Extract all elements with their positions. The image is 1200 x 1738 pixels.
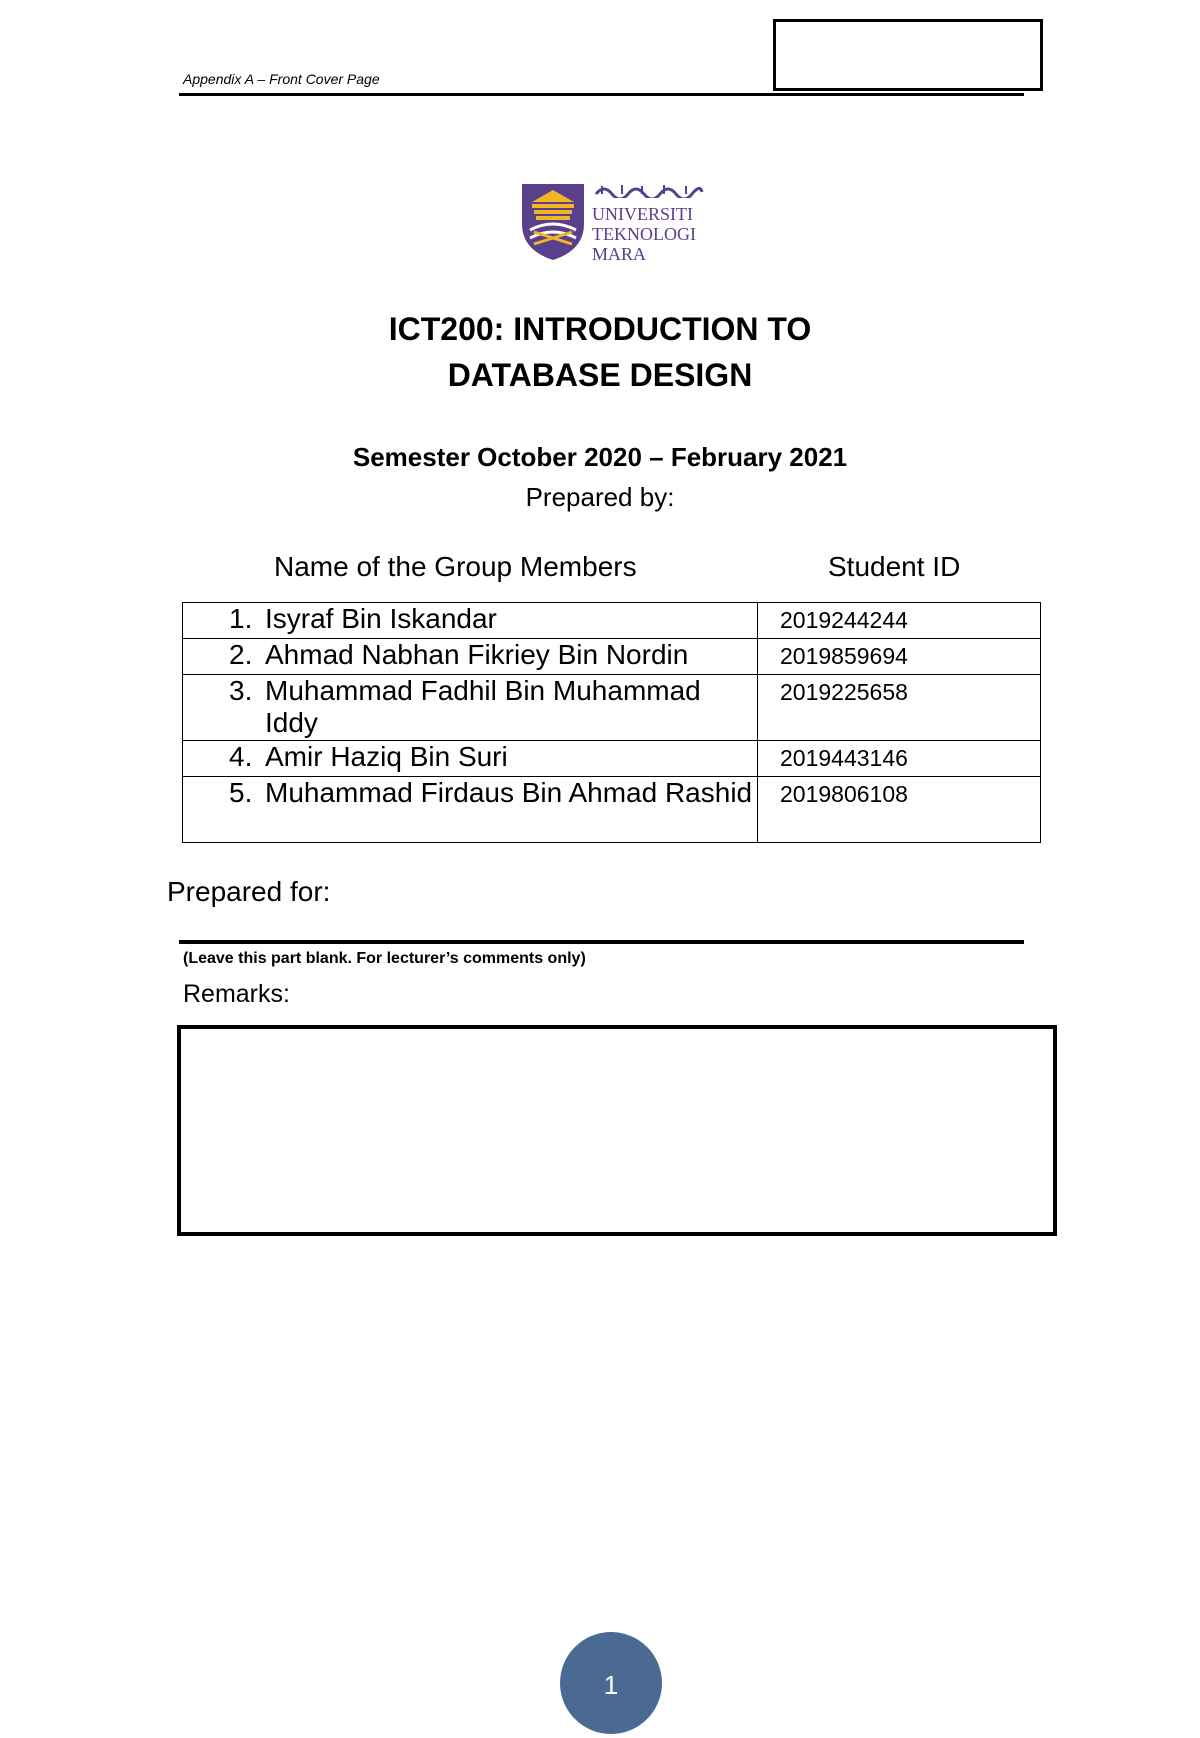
member-name: Muhammad Fadhil Bin Muhammad Iddy xyxy=(265,675,701,738)
logo-line-1: UNIVERSITI xyxy=(592,204,693,224)
student-id: 2019244244 xyxy=(758,603,1041,639)
university-logo xyxy=(518,182,708,262)
page-number: 1 xyxy=(603,1670,619,1700)
document-title xyxy=(0,306,1200,398)
page-number-badge xyxy=(560,1632,662,1734)
title-line-2: DATABASE DESIGN xyxy=(447,357,753,393)
member-name: Amir Haziq Bin Suri xyxy=(265,741,508,772)
remarks-box xyxy=(177,1025,1057,1236)
title-line-1: ICT200: INTRODUCTION TO xyxy=(388,311,812,347)
member-name: Muhammad Firdaus Bin Ahmad Rashid xyxy=(265,777,753,808)
table-row xyxy=(183,603,1041,639)
logo-line-3: MARA xyxy=(592,244,647,264)
lecturer-note: (Leave this part blank. For lecturer’s comments only) xyxy=(183,950,586,967)
table-row xyxy=(183,639,1041,675)
student-id: 2019225658 xyxy=(758,675,1041,741)
members-table xyxy=(182,602,1041,843)
row-number: 3. xyxy=(229,675,253,706)
lecturer-section-divider xyxy=(179,940,1024,944)
row-number: 4. xyxy=(229,741,253,772)
marks-box xyxy=(773,19,1043,91)
prepared-for-label: Prepared for: xyxy=(167,876,331,907)
header-caption: Appendix A – Front Cover Page xyxy=(183,71,380,87)
student-id: 2019806108 xyxy=(758,777,1041,843)
table-row xyxy=(183,741,1041,777)
uitm-crest-icon xyxy=(518,182,588,262)
table-row xyxy=(183,675,1041,741)
student-id: 2019443146 xyxy=(758,741,1041,777)
logo-line-2: TEKNOLOGI xyxy=(592,224,696,244)
row-number: 2. xyxy=(229,639,253,670)
table-row xyxy=(183,777,1041,843)
semester-line: Semester October 2020 – February 2021 xyxy=(352,442,848,472)
student-id: 2019859694 xyxy=(758,639,1041,675)
id-column-header: Student ID xyxy=(828,551,961,582)
row-number: 5. xyxy=(229,777,253,808)
prepared-by-label: Prepared by: xyxy=(525,482,675,512)
member-name: Isyraf Bin Iskandar xyxy=(265,603,497,634)
remarks-label: Remarks: xyxy=(183,980,290,1008)
name-column-header: Name of the Group Members xyxy=(274,551,637,582)
arabic-script-icon xyxy=(594,182,704,198)
row-number: 1. xyxy=(229,603,253,634)
header-divider xyxy=(179,93,1024,96)
member-name: Ahmad Nabhan Fikriey Bin Nordin xyxy=(265,639,689,670)
